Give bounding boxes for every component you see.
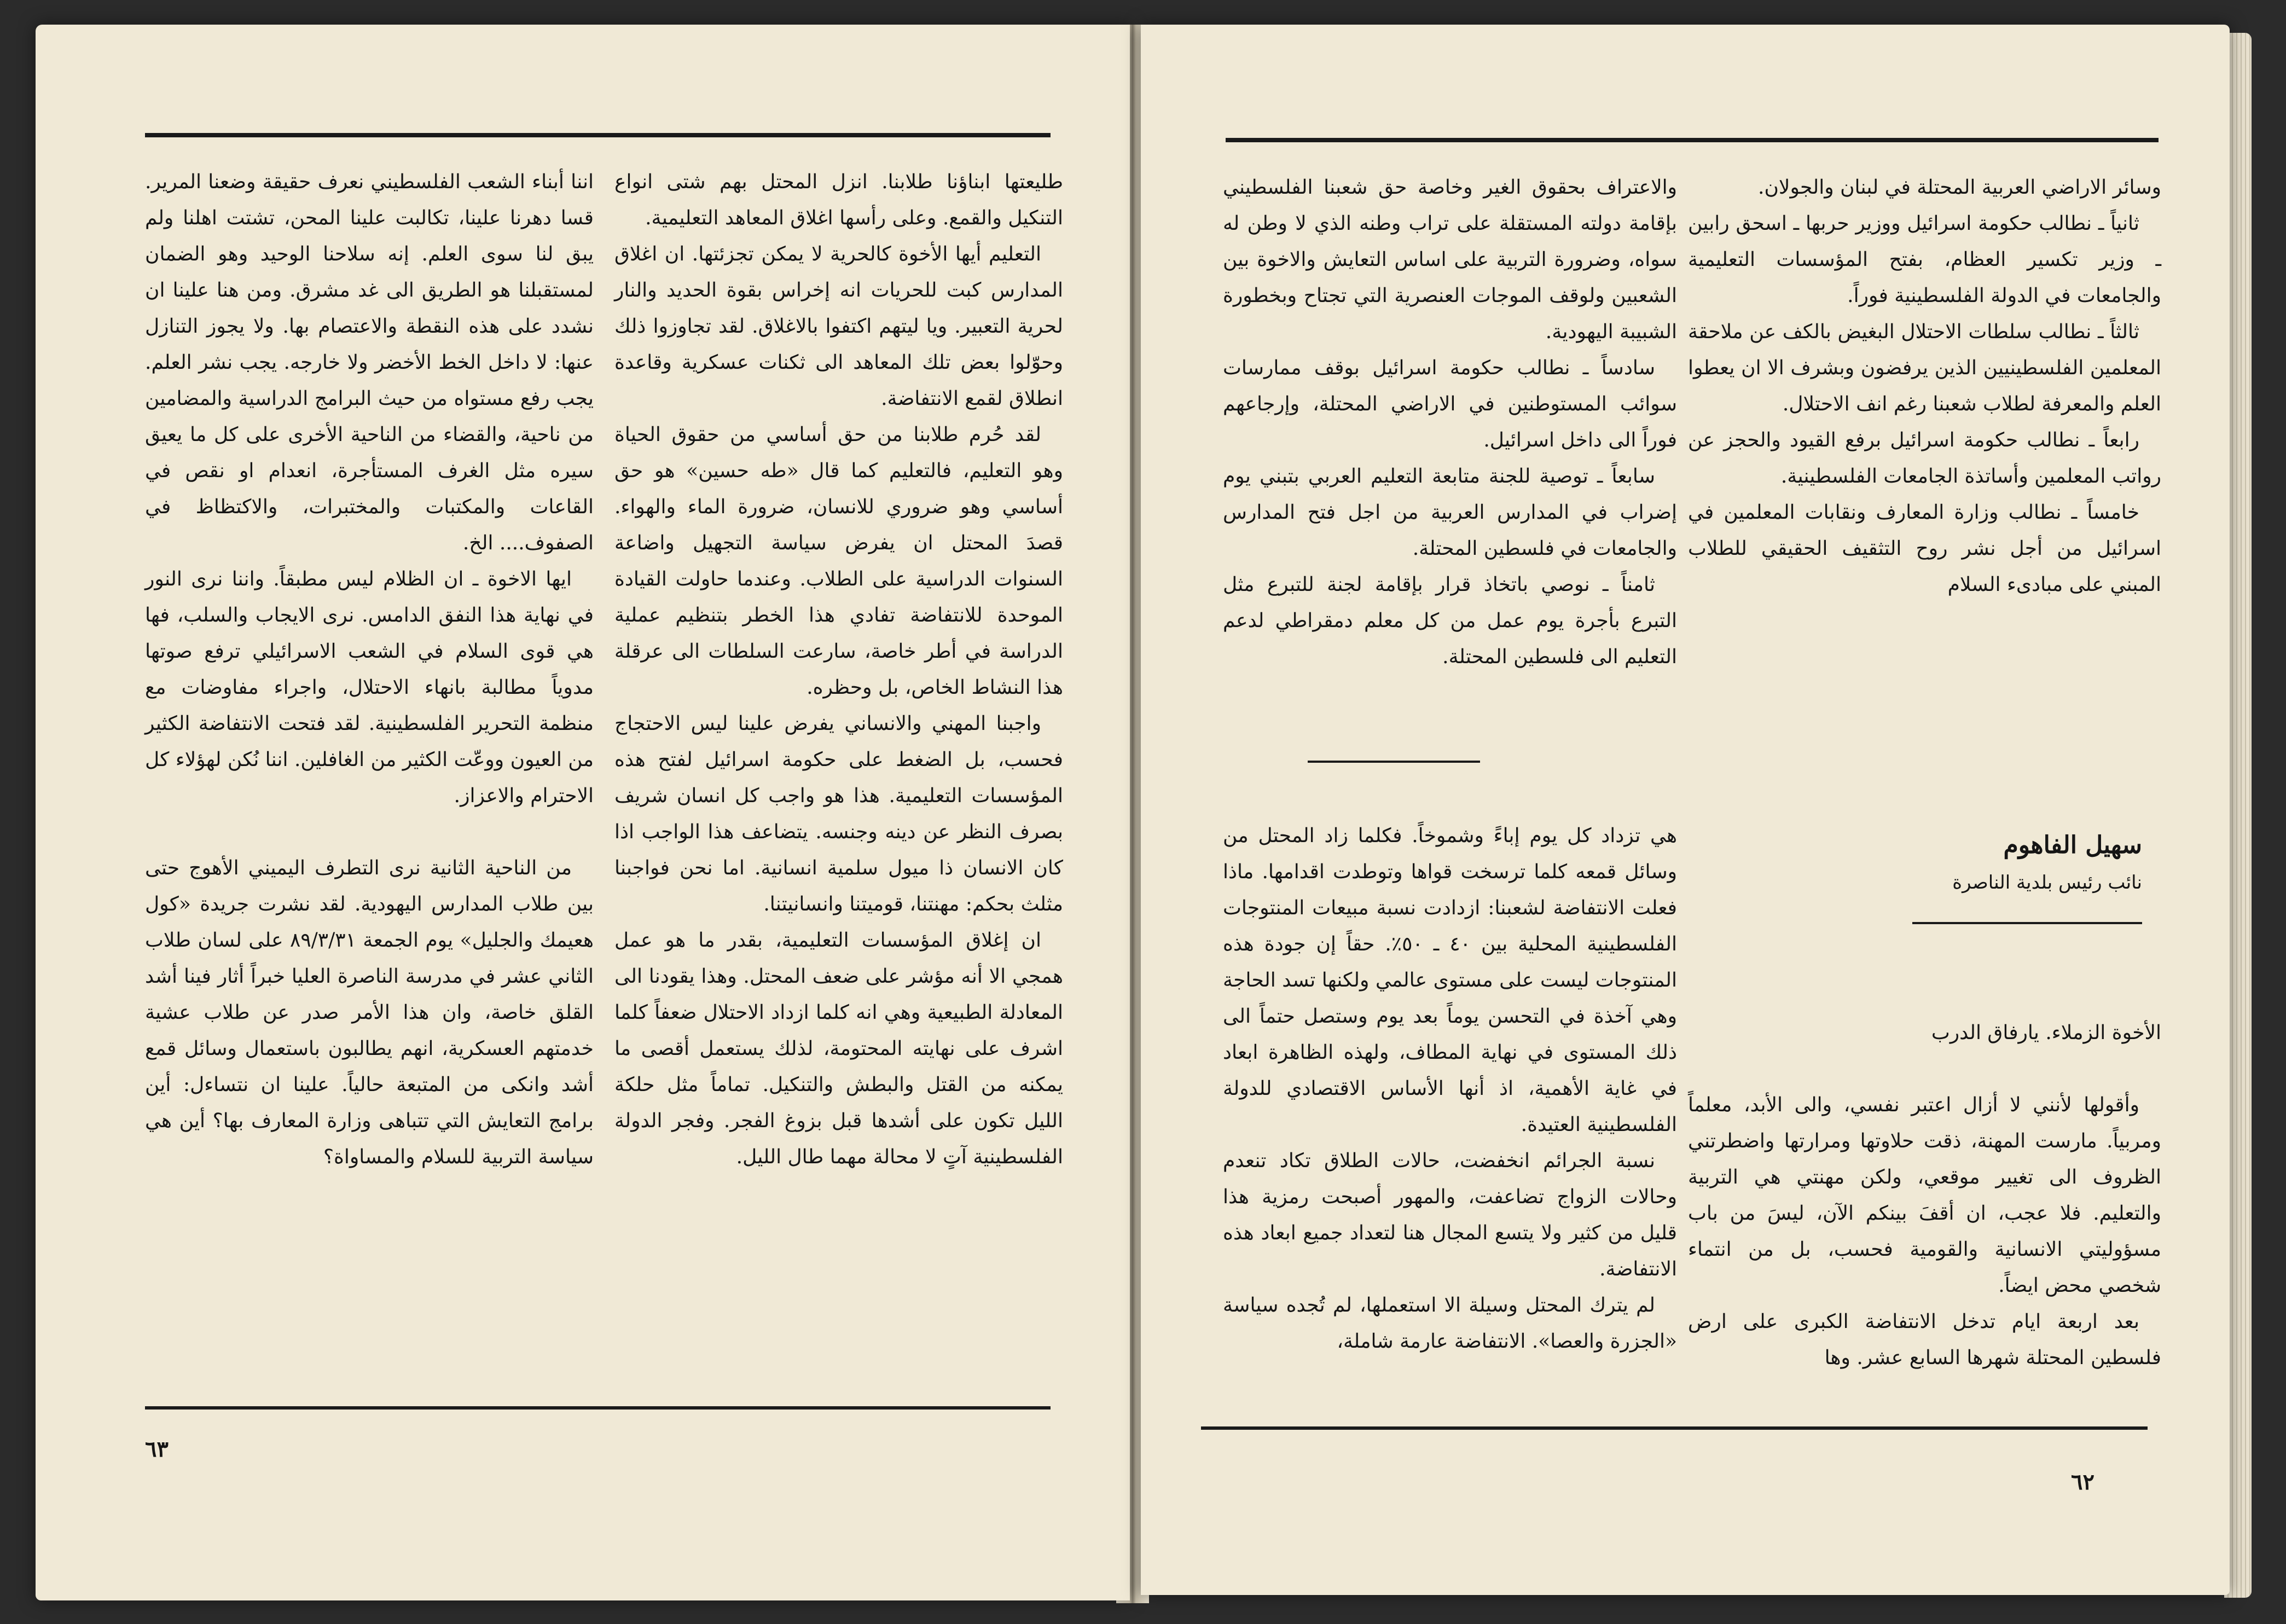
paragraph-gap	[1688, 1051, 2161, 1087]
paragraph-gap	[145, 814, 594, 850]
paragraph: ثالثاً ـ نطالب سلطات الاحتلال البغيض بالكف عن ملاحقة المعلمين الفلسطينيين الذين يرفضون وبشرف الا ان يعطوا العلم والمعرفة لطلاب شعبنا رغم انف الاحتلال.	[1688, 321, 2161, 415]
right-page	[1141, 25, 2230, 1595]
paragraph: ثانياً ـ نطالب حكومة اسرائيل ووزير حربها ـ اسحق رابين ـ وزير تكسير العظام، بفتح المؤسسات التعليمية والجامعات في الدولة الفلسطينية فوراً.	[1688, 212, 2161, 307]
paragraph: ثامناً ـ نوصي باتخاذ قرار بإقامة لجنة للتبرع مثل التبرع بأجرة يوم عمل من كل معلم دمقراطي لدعم التعليم الى فلسطين المحتلة.	[1223, 573, 1677, 668]
paragraph: طليعتها ابناؤنا طلابنا. انزل المحتل بهم شتى انواع التنكيل والقمع. وعلى رأسها اغلاق المعاهد التعليمية.	[614, 171, 1063, 229]
author-block	[1688, 826, 2142, 901]
paragraph: هي تزداد كل يوم إباءً وشموخاً. فكلما زاد المحتل من وسائل قمعه كلما ترسخت قواها وتوطدت اقدامها. ماذا فعلت الانتفاضة لشعبنا: ازدادت نسبة مبيعات المنتوجات الفلسطينية المحلية بين ٤٠ ـ ٥٠٪. حقاً إن جودة هذه المنتوجات ليست على مستوى عالمي ولكنها تسد الحاجة وهي آخذة في التحسن يوماً بعد يوم وستصل حتماً الى ذلك المستوى في نهاية المطاف، ولهذه الظاهرة ابعاد في غاية الأهمية، اذ أنها الأساس الاقتصادي للدولة الفلسطينية العتيدة.	[1223, 825, 1677, 1136]
author-name: سهيل الفاهوم	[2003, 831, 2142, 859]
bottom-rule	[1201, 1426, 2148, 1430]
left-page-right-column	[614, 164, 1063, 1175]
paragraph: من الناحية الثانية نرى التطرف اليميني الأهوج حتى بين طلاب المدارس اليهودية. لقد نشرت جريدة «كول هعيمك والجليل» يوم الجمعة ٨٩/٣/٣١ على لسان طلاب الثاني عشر في مدرسة الناصرة العليا خبراً أثار فينا أشد القلق خاصة، وان هذا الأمر صدر عن طلاب عشية خدمتهم العسكرية، انهم يطالبون باستعمال وسائل قمع أشد وانكى من المتبعة حالياً. علينا ان نتساءل: أين برامج التعايش التي تتباهى وزارة المعارف بها؟ أين هي سياسة التربية للسلام والمساواة؟	[145, 857, 594, 1168]
paragraph: لم يترك المحتل وسيلة الا استعملها، لم تُجده سياسة «الجزرة والعصا». الانتفاضة عارمة شاملة،	[1223, 1294, 1677, 1353]
paragraph: سادساً ـ نطالب حكومة اسرائيل بوقف ممارسات سوائب المستوطنين في الاراضي المحتلة، وإرجاعهم فوراً الى داخل اسرائيل.	[1223, 357, 1677, 451]
section-divider	[1308, 761, 1480, 763]
paragraph: بعد اربعة ايام تدخل الانتفاضة الكبرى على ارض فلسطين المحتلة شهرها السابع عشر. وها	[1688, 1310, 2161, 1369]
right-page-bottom-left-column	[1223, 818, 1677, 1360]
paragraph: التعليم أيها الأخوة كالحرية لا يمكن تجزئتها. ان اغلاق المدارس كبت للحريات انه إخراس بقوة الحديد والنار لحرية التعبير. ويا ليتهم اكتفوا بالاغلاق. لقد تجاوزوا ذلك وحوّلوا بعض تلك المعاهد الى ثكنات عسكرية وقاعدة انطلاق لقمع الانتفاضة.	[614, 243, 1063, 410]
paragraph: واجبنا المهني والانساني يفرض علينا ليس الاحتجاج فحسب، بل الضغط على حكومة اسرائيل لفتح هذه المؤسسات التعليمية. هذا هو واجب كل انسان شريف بصرف النظر عن دينه وجنسه. يتضاعف هذا الواجب اذا كان الانسان ذا ميول سلمية انسانية. اما نحن فواجبنا مثلث بحكم: مهنتنا، قوميتنا وانسانيتنا.	[614, 712, 1063, 915]
paragraph: ان إغلاق المؤسسات التعليمية، بقدر ما هو عمل همجي الا أنه مؤشر على ضعف المحتل. وهذا يقودنا الى المعادلة الطبيعية وهي انه كلما ازداد الاحتلال ضعفاً كلما اشرف على نهايته المحتومة، لذلك يستعمل أقصى ما يمكنه من القتل والبطش والتنكيل. تماماً مثل حلكة الليل تكون على أشدها قبل بزوغ الفجر. وفجر الدولة الفلسطينية آتٍ لا محالة مهما طال الليل.	[614, 929, 1064, 1168]
author-role: نائب رئيس بلدية الناصرة	[1952, 872, 2142, 894]
bottom-rule	[145, 1406, 1051, 1410]
paragraph: وأقولها لأنني لا أزال اعتبر نفسي، والى الأبد، معلماً ومربياً. مارست المهنة، ذقت حلاوتها ومرارتها واضطرتني الظروف الى تغيير موقعي، ولكن مهنتي هي التربية والتعليم. فلا عجب، ان أقفَ بينكم الآن، ليسَ من باب مسؤوليتي الانسانية والقومية فحسب، بل من انتماء شخصي محض ايضاً.	[1688, 1094, 2161, 1297]
top-rule	[1226, 138, 2159, 142]
paragraph: والاعتراف بحقوق الغير وخاصة حق شعبنا الفلسطيني بإقامة دولته المستقلة على تراب وطنه الذي لا وطن له سواه، وضرورة التربية على اساس التعايش والاخوة بين الشعبين ولوقف الموجات العنصرية التي تجتاح وبخطورة الشبيبة اليهودية.	[1223, 176, 1677, 343]
right-page-top-right-column	[1688, 170, 2161, 603]
page-number: ٦٣	[145, 1436, 169, 1462]
paragraph: خامساً ـ نطالب وزارة المعارف ونقابات المعلمين في اسرائيل من أجل نشر روح التثقيف الحقيقي للطلاب المبني على مبادىء السلام	[1688, 501, 2161, 596]
paragraph: وسائر الاراضي العربية المحتلة في لبنان والجولان.	[1758, 176, 2161, 199]
top-rule	[145, 133, 1051, 137]
paragraph: رابعاً ـ نطالب حكومة اسرائيل برفع القيود والحجز عن رواتب المعلمين وأساتذة الجامعات الفلسطينية.	[1688, 429, 2161, 488]
page-number: ٦٢	[2071, 1469, 2094, 1495]
right-page-bottom-right-column	[1688, 1015, 2161, 1376]
left-page-left-column	[145, 164, 594, 1175]
paragraph: اننا أبناء الشعب الفلسطيني نعرف حقيقة وضعنا المرير. قسا دهرنا علينا، تكالبت علينا المحن، تشتت اهلنا ولم يبق لنا سوى العلم. إنه سلاحنا الوحيد وهو الضمان لمستقبلنا هو الطريق الى غد مشرق. ومن هنا علينا ان نشدد على هذه النقطة والاعتصام بها. ولا يجوز التنازل عنها: لا داخل الخط الأخضر ولا خارجه. يجب نشر العلم. يجب رفع مستواه من حيث البرامج الدراسية والمضامين من ناحية، والقضاء من الناحية الأخرى على كل ما يعيق سيره مثل الغرف المستأجرة، انعدام او نقص في القاعات والمكتبات والمختبرات، والاكتظاظ في الصفوف.... الخ.	[145, 171, 594, 554]
paragraph: سابعاً ـ توصية للجنة متابعة التعليم العربي بتبني يوم إضراب في المدارس العربية من اجل فتح المدارس والجامعات في فلسطين المحتلة.	[1223, 465, 1677, 560]
left-page	[36, 25, 1130, 1600]
author-underline	[1912, 922, 2142, 924]
paragraph: نسبة الجرائم انخفضت، حالات الطلاق تكاد تنعدم وحالات الزواج تضاعفت، والمهور أصبحت رمزية هذا قليل من كثير ولا يتسع المجال هنا لتعداد جميع ابعاد هذه الانتفاضة.	[1223, 1150, 1677, 1280]
paragraph: الأخوة الزملاء. يارفاق الدرب	[1931, 1022, 2161, 1044]
paragraph: لقد حُرم طلابنا من حق أساسي من حقوق الحياة وهو التعليم، فالتعليم كما قال «طه حسين» هو حق أساسي وهو ضروري للانسان، ضرورة الماء والهواء. قصدَ المحتل ان يفرض سياسة التجهيل واضاعة السنوات الدراسية على الطلاب. وعندما حاولت القيادة الموحدة للانتفاضة تفادي هذا الخطر بتنظيم عملية الدراسة في أطر خاصة، سارعت السلطات الى عرقلة هذا النشاط الخاص، بل وحظره.	[614, 424, 1063, 699]
paragraph: ايها الاخوة ـ ان الظلام ليس مطبقاً. واننا نرى النور في نهاية هذا النفق الدامس. نرى الايجاب والسلب، فها هي قوى السلام في الشعب الاسرائيلي ترفع صوتها مدوياً مطالبة بانهاء الاحتلال، واجراء مفاوضات مع منظمة التحرير الفلسطينية. لقد فتحت الانتفاضة الكثير من العيون ووعّت الكثير من الغافلين. اننا نُكن لهؤلاء كل الاحترام والاعزاز.	[145, 568, 594, 807]
right-page-top-left-column	[1223, 170, 1677, 675]
